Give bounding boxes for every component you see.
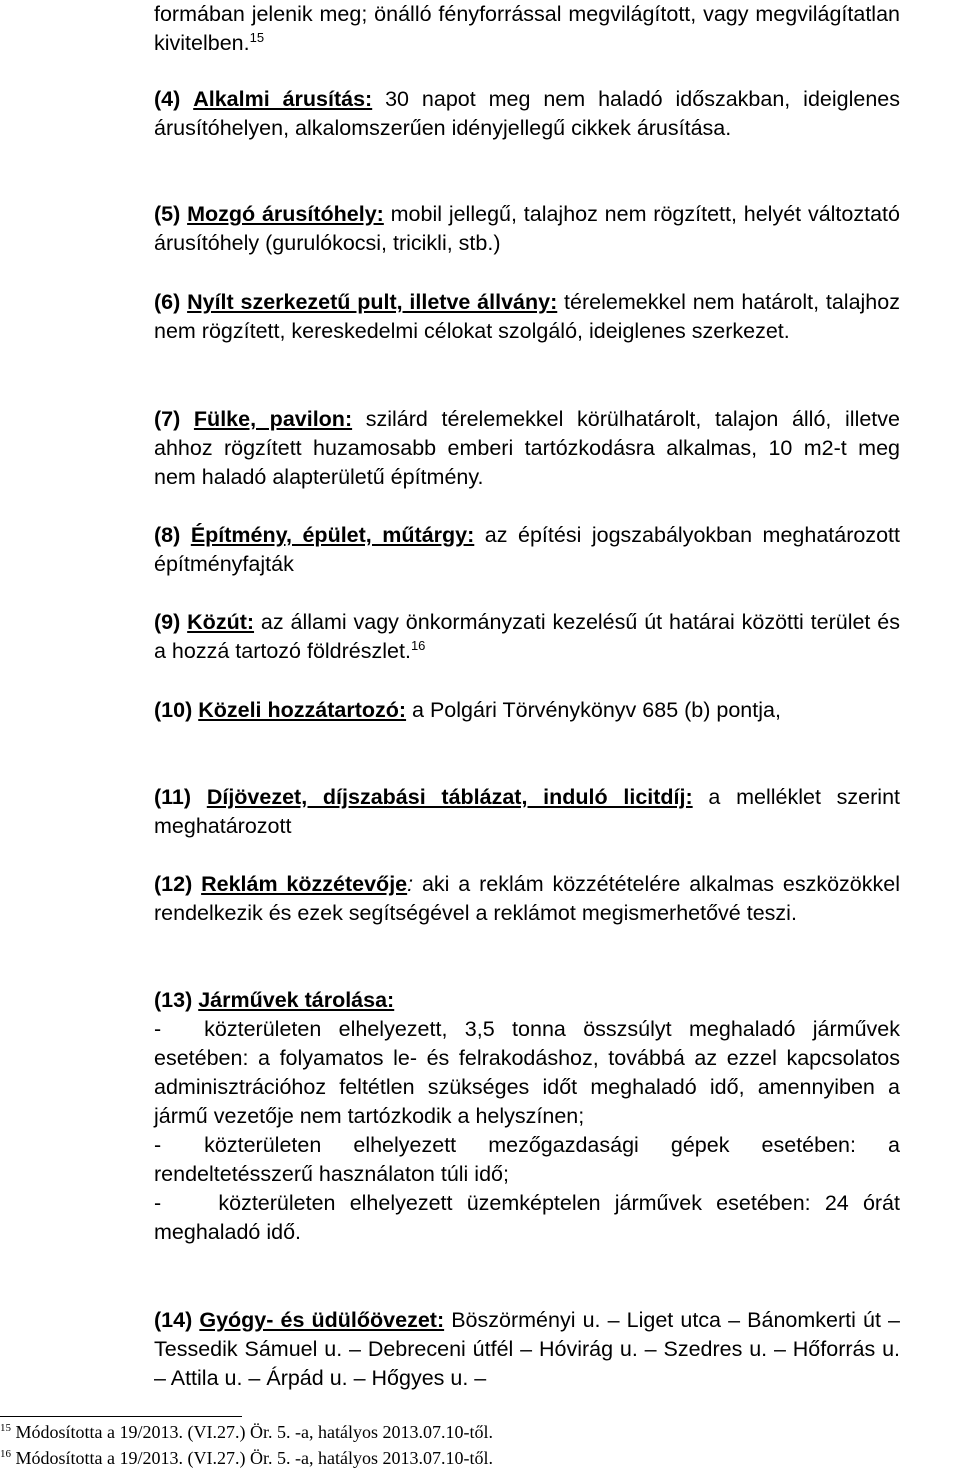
footnote-text: Módosította a 19/2013. (VI.27.) Ör. 5. -a, hatályos 2013.07.10-től. xyxy=(11,1448,493,1468)
paragraph-number: (12) xyxy=(154,872,193,896)
defined-term: Reklám közzétevője xyxy=(201,872,408,896)
definition-text: Böszörményi u. – Liget utca – Bánomkerti út – Tessedik Sámuel u. – Debreceni útfél – Hóvirág u. – Szedres u. – Hőforrás u. – Attila u. – Árpád u. – Hőgyes u. – xyxy=(154,1308,900,1390)
paragraph-number: (8) xyxy=(154,523,181,547)
footnote-15 xyxy=(0,1421,493,1443)
definition-text: aki a reklám közzétételére alkalmas eszközökkel rendelkezik és ezek segítségével a reklámot megismerhetővé teszi. xyxy=(154,872,900,925)
paragraph-9 xyxy=(154,608,900,666)
paragraph-11 xyxy=(154,783,900,841)
paragraph-text: formában jelenik meg; önálló fényforrással megvilágított, vagy megvilágítatlan kivitelben. xyxy=(154,2,900,55)
paragraph-6 xyxy=(154,288,900,346)
definition-text: az állami vagy önkormányzati kezelésű út határai közötti terület és a hozzá tartozó földrészlet. xyxy=(154,610,900,663)
list-item: - közterületen elhelyezett, 3,5 tonna összsúlyt meghaladó járművek esetében: a folyamatos le- és felrakodáshoz, továbbá az ezzel kapcsolatos adminisztrációhoz feltétlen szükséges időt meghaladó idő, amennyiben a jármű vezetője nem tartózkodik a helyszínen; xyxy=(154,1017,900,1128)
defined-term: Nyílt szerkezetű pult, illetve állvány: xyxy=(187,290,558,314)
defined-term: Közút: xyxy=(187,610,255,634)
definition-text: a Polgári Törvénykönyv 685 (b) pontja, xyxy=(406,698,781,722)
paragraph-number: (14) xyxy=(154,1308,193,1332)
paragraph-10 xyxy=(154,696,900,725)
paragraph-8 xyxy=(154,521,900,579)
defined-term: Alkalmi árusítás: xyxy=(193,87,373,111)
defined-term: Mozgó árusítóhely: xyxy=(187,202,384,226)
paragraph-14 xyxy=(154,1306,900,1393)
list-item: - közterületen elhelyezett üzemképtelen járművek esetében: 24 órát meghaladó idő. xyxy=(154,1191,900,1244)
footnote-text: Módosította a 19/2013. (VI.27.) Ör. 5. -a, hatályos 2013.07.10-től. xyxy=(11,1422,493,1442)
footnote-number: 16 xyxy=(0,1448,11,1460)
definition-text: a melléklet szerint meghatározott xyxy=(154,785,900,838)
paragraph-number: (13) xyxy=(154,988,193,1012)
paragraph-number: (5) xyxy=(154,202,181,226)
definition-text: mobil jellegű, talajhoz nem rögzített, helyét változtató árusítóhely (gurulókocsi, tricikli, stb.) xyxy=(154,202,900,255)
defined-term: Közeli hozzátartozó: xyxy=(198,698,407,722)
defined-term: Építmény, épület, műtárgy: xyxy=(190,523,475,547)
list-item: - közterületen elhelyezett mezőgazdasági gépek esetében: a rendeltetésszerű használaton túli idő; xyxy=(154,1133,900,1186)
footnote-number: 15 xyxy=(0,1422,11,1434)
paragraph-number: (4) xyxy=(154,87,181,111)
footnote-separator xyxy=(0,1416,242,1417)
footnote-ref: 15 xyxy=(249,29,265,45)
definition-text: szilárd térelemekkel körülhatárolt, talajon álló, illetve ahhoz rögzített huzamosabb emberi tartózkodásra alkalmas, 10 m2-t meg nem haladó alapterületű építmény. xyxy=(154,407,900,489)
paragraph-continued xyxy=(154,0,900,58)
paragraph-13 xyxy=(154,986,900,1247)
defined-term: Gyógy- és üdülőövezet: xyxy=(199,1308,445,1332)
definition-text: 30 napot meg nem haladó időszakban, ideiglenes árusítóhelyen, alkalomszerűen idényjellegű cikkek árusítása. xyxy=(154,87,901,140)
paragraph-7 xyxy=(154,405,900,492)
paragraph-number: (10) xyxy=(154,698,193,722)
footnote-ref: 16 xyxy=(410,637,426,653)
term-colon: : xyxy=(407,872,414,896)
paragraph-number: (7) xyxy=(154,407,181,431)
definition-text: térelemekkel nem határolt, talajhoz nem rögzített, kereskedelmi célokat szolgáló, ideiglenes szerkezet. xyxy=(154,290,900,343)
footnote-16 xyxy=(0,1447,493,1469)
paragraph-5 xyxy=(154,200,900,258)
defined-term: Fülke, pavilon: xyxy=(193,407,353,431)
paragraph-12 xyxy=(154,870,900,928)
paragraph-number: (11) xyxy=(154,785,192,809)
defined-term: Járművek tárolása: xyxy=(198,988,395,1012)
definition-text: az építési jogszabályokban meghatározott építményfajták xyxy=(154,523,900,576)
defined-term: Díjövezet, díjszabási táblázat, induló licitdíj: xyxy=(206,785,693,809)
paragraph-number: (6) xyxy=(154,290,181,314)
paragraph-4 xyxy=(154,85,900,143)
paragraph-number: (9) xyxy=(154,610,181,634)
